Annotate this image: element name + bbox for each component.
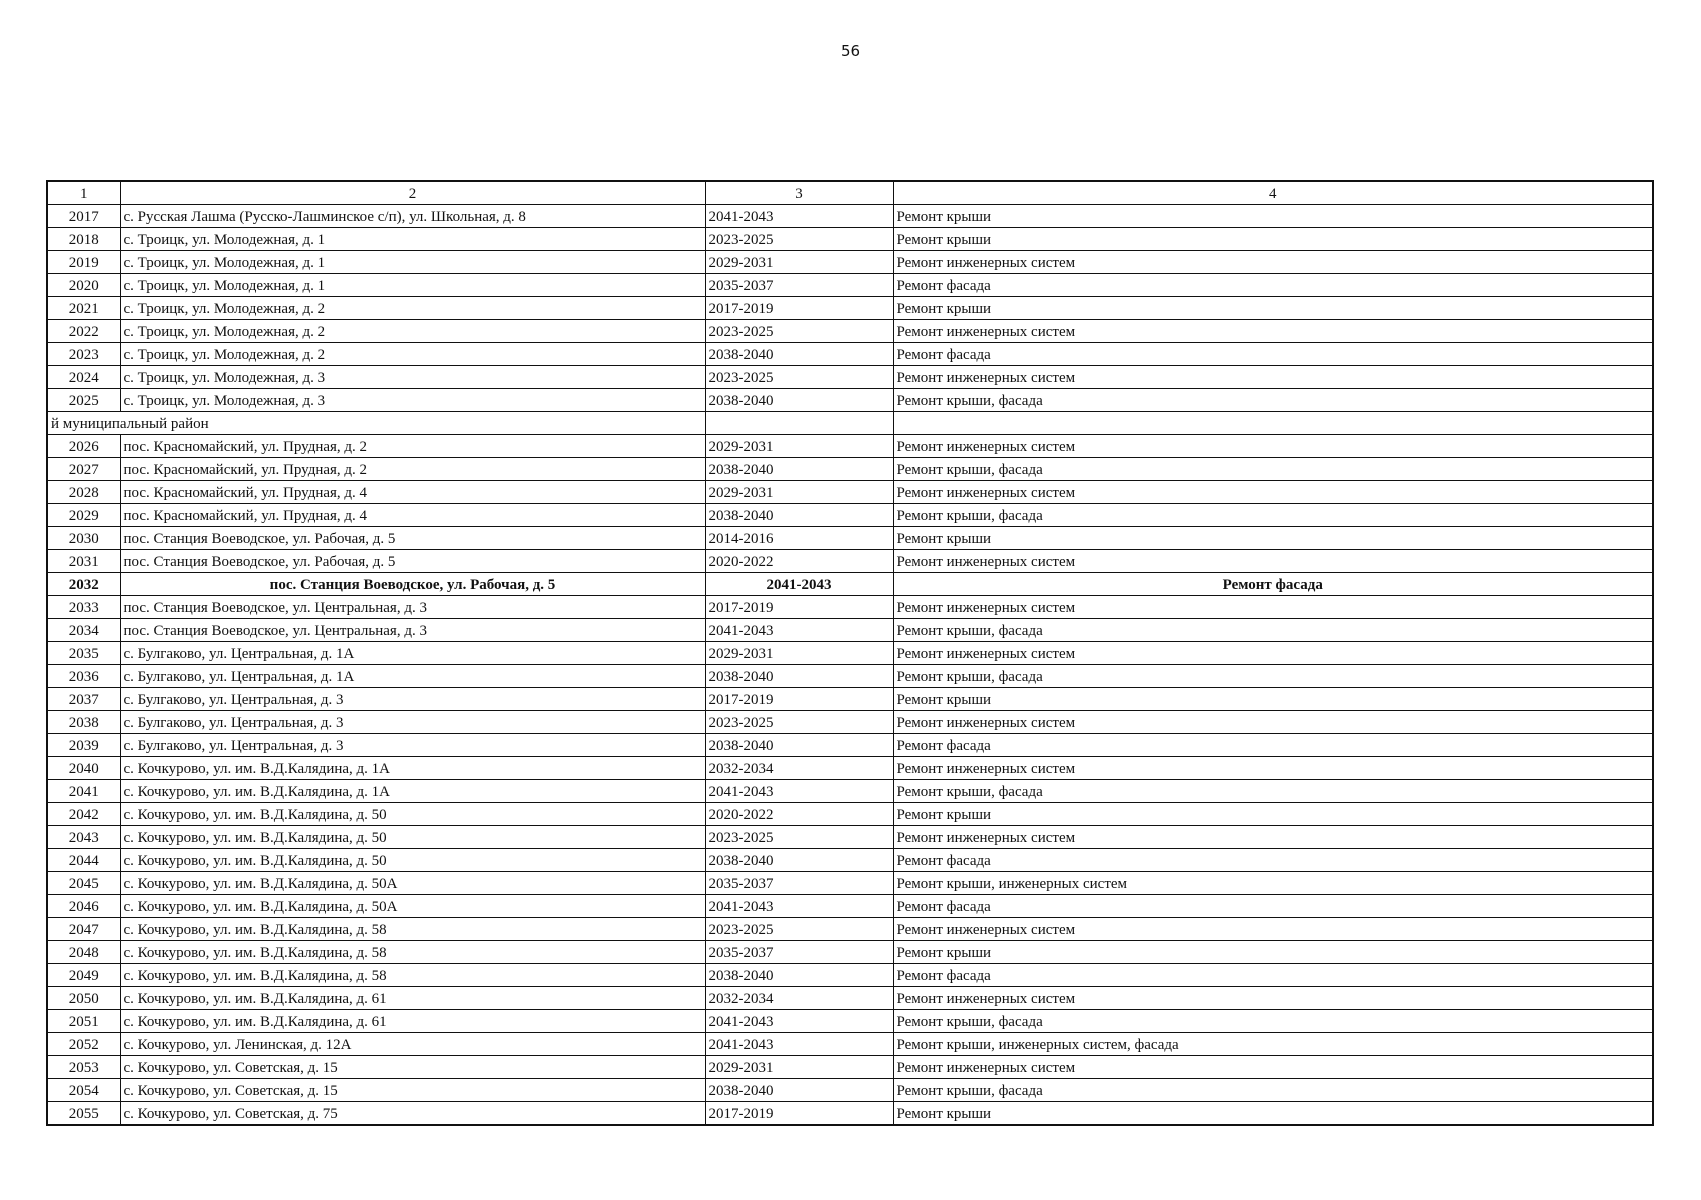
table-row <box>47 1010 1653 1033</box>
period-cell: 2017-2019 <box>705 688 893 711</box>
table-row <box>47 550 1653 573</box>
address-cell: с. Троицк, ул. Молодежная, д. 1 <box>120 228 705 251</box>
address-cell: пос. Красномайский, ул. Прудная, д. 2 <box>120 435 705 458</box>
address-cell: с. Кочкурово, ул. Советская, д. 15 <box>120 1056 705 1079</box>
table-row <box>47 389 1653 412</box>
address-cell: с. Троицк, ул. Молодежная, д. 1 <box>120 251 705 274</box>
table-row <box>47 481 1653 504</box>
period-cell: 2029-2031 <box>705 251 893 274</box>
work-type-cell: Ремонт фасада <box>893 895 1653 918</box>
period-cell: 2038-2040 <box>705 343 893 366</box>
address-cell: с. Кочкурово, ул. Ленинская, д. 12А <box>120 1033 705 1056</box>
row-number: 2036 <box>47 665 120 688</box>
period-cell: 2032-2034 <box>705 987 893 1010</box>
table-row <box>47 941 1653 964</box>
column-header-4: 4 <box>893 181 1653 205</box>
work-type-cell: Ремонт инженерных систем <box>893 481 1653 504</box>
table-row <box>47 780 1653 803</box>
row-number: 2022 <box>47 320 120 343</box>
address-cell: с. Кочкурово, ул. Советская, д. 75 <box>120 1102 705 1126</box>
period-cell: 2038-2040 <box>705 458 893 481</box>
table-row <box>47 297 1653 320</box>
row-number: 2037 <box>47 688 120 711</box>
table-row <box>47 872 1653 895</box>
address-cell: с. Кочкурово, ул. им. В.Д.Калядина, д. 61 <box>120 987 705 1010</box>
section-label: й муниципальный район <box>47 412 705 435</box>
period-cell: 2038-2040 <box>705 1079 893 1102</box>
table-row <box>47 849 1653 872</box>
row-number: 2053 <box>47 1056 120 1079</box>
work-type-cell: Ремонт крыши, инженерных систем <box>893 872 1653 895</box>
work-type-cell: Ремонт крыши <box>893 527 1653 550</box>
row-number: 2028 <box>47 481 120 504</box>
row-number: 2044 <box>47 849 120 872</box>
address-cell: с. Кочкурово, ул. им. В.Д.Калядина, д. 58 <box>120 918 705 941</box>
period-cell: 2014-2016 <box>705 527 893 550</box>
period-cell: 2017-2019 <box>705 297 893 320</box>
table-row <box>47 987 1653 1010</box>
period-cell: 2032-2034 <box>705 757 893 780</box>
address-cell: с. Кочкурово, ул. Советская, д. 15 <box>120 1079 705 1102</box>
address-cell: пос. Красномайский, ул. Прудная, д. 4 <box>120 504 705 527</box>
period-cell: 2029-2031 <box>705 1056 893 1079</box>
period-cell: 2038-2040 <box>705 504 893 527</box>
row-number: 2029 <box>47 504 120 527</box>
work-type-cell: Ремонт инженерных систем <box>893 918 1653 941</box>
row-number: 2027 <box>47 458 120 481</box>
work-type-cell: Ремонт крыши, фасада <box>893 504 1653 527</box>
work-type-cell: Ремонт крыши, фасада <box>893 780 1653 803</box>
work-type-cell: Ремонт крыши <box>893 297 1653 320</box>
period-cell: 2023-2025 <box>705 320 893 343</box>
period-cell: 2017-2019 <box>705 596 893 619</box>
row-number: 2033 <box>47 596 120 619</box>
table-row <box>47 1056 1653 1079</box>
period-cell: 2041-2043 <box>705 780 893 803</box>
row-number: 2055 <box>47 1102 120 1126</box>
row-number: 2050 <box>47 987 120 1010</box>
period-cell: 2029-2031 <box>705 481 893 504</box>
table-row <box>47 803 1653 826</box>
work-type-cell: Ремонт инженерных систем <box>893 757 1653 780</box>
address-cell: с. Троицк, ул. Молодежная, д. 3 <box>120 389 705 412</box>
row-number: 2023 <box>47 343 120 366</box>
work-type-cell: Ремонт фасада <box>893 964 1653 987</box>
capital-repair-table <box>46 180 1654 1126</box>
period-cell: 2038-2040 <box>705 734 893 757</box>
row-number: 2040 <box>47 757 120 780</box>
period-cell: 2038-2040 <box>705 389 893 412</box>
address-cell: с. Булгаково, ул. Центральная, д. 1А <box>120 642 705 665</box>
address-cell: с. Булгаково, ул. Центральная, д. 3 <box>120 734 705 757</box>
table-row <box>47 1079 1653 1102</box>
address-cell: с. Троицк, ул. Молодежная, д. 2 <box>120 297 705 320</box>
row-number: 2054 <box>47 1079 120 1102</box>
column-header-1: 1 <box>47 181 120 205</box>
table-row <box>47 1033 1653 1056</box>
row-number: 2025 <box>47 389 120 412</box>
row-number: 2026 <box>47 435 120 458</box>
period-cell: 2041-2043 <box>705 1010 893 1033</box>
address-cell: с. Кочкурово, ул. им. В.Д.Калядина, д. 50А <box>120 872 705 895</box>
period-cell: 2038-2040 <box>705 665 893 688</box>
period-cell: 2020-2022 <box>705 803 893 826</box>
address-cell: с. Троицк, ул. Молодежная, д. 3 <box>120 366 705 389</box>
period-cell: 2035-2037 <box>705 274 893 297</box>
address-cell: с. Троицк, ул. Молодежная, д. 1 <box>120 274 705 297</box>
table-row <box>47 596 1653 619</box>
table-row <box>47 251 1653 274</box>
table-row <box>47 320 1653 343</box>
row-number: 2034 <box>47 619 120 642</box>
work-type-cell: Ремонт инженерных систем <box>893 642 1653 665</box>
work-type-cell: Ремонт крыши, фасада <box>893 619 1653 642</box>
period-cell: 2017-2019 <box>705 1102 893 1126</box>
address-cell: пос. Красномайский, ул. Прудная, д. 4 <box>120 481 705 504</box>
work-type-cell: Ремонт крыши <box>893 205 1653 228</box>
address-cell: с. Кочкурово, ул. им. В.Д.Калядина, д. 58 <box>120 964 705 987</box>
address-cell: с. Булгаково, ул. Центральная, д. 3 <box>120 711 705 734</box>
period-cell: 2035-2037 <box>705 941 893 964</box>
period-cell: 2023-2025 <box>705 711 893 734</box>
address-cell: с. Кочкурово, ул. им. В.Д.Калядина, д. 61 <box>120 1010 705 1033</box>
column-number-row <box>47 181 1653 205</box>
period-cell: 2041-2043 <box>705 619 893 642</box>
work-type-cell: Ремонт крыши, инженерных систем, фасада <box>893 1033 1653 1056</box>
address-cell: с. Кочкурово, ул. им. В.Д.Калядина, д. 1А <box>120 780 705 803</box>
table-row <box>47 366 1653 389</box>
address-cell: с. Кочкурово, ул. им. В.Д.Калядина, д. 50А <box>120 895 705 918</box>
address-cell: с. Троицк, ул. Молодежная, д. 2 <box>120 320 705 343</box>
row-number: 2017 <box>47 205 120 228</box>
work-type-cell: Ремонт инженерных систем <box>893 987 1653 1010</box>
work-type-cell: Ремонт крыши <box>893 941 1653 964</box>
row-number: 2039 <box>47 734 120 757</box>
table-row <box>47 826 1653 849</box>
page-number: 56 <box>840 42 861 60</box>
period-cell: 2023-2025 <box>705 826 893 849</box>
period-cell: 2029-2031 <box>705 642 893 665</box>
table-row <box>47 274 1653 297</box>
address-cell: с. Кочкурово, ул. им. В.Д.Калядина, д. 50 <box>120 803 705 826</box>
period-cell: 2041-2043 <box>705 205 893 228</box>
table-row <box>47 343 1653 366</box>
address-cell: пос. Станция Воеводское, ул. Рабочая, д. 5 <box>120 573 705 596</box>
work-type-cell: Ремонт крыши, фасада <box>893 1079 1653 1102</box>
row-number: 2042 <box>47 803 120 826</box>
table-row <box>47 619 1653 642</box>
address-cell: пос. Красномайский, ул. Прудная, д. 2 <box>120 458 705 481</box>
row-number: 2046 <box>47 895 120 918</box>
table-row <box>47 504 1653 527</box>
row-number: 2047 <box>47 918 120 941</box>
table-row <box>47 665 1653 688</box>
period-cell: 2020-2022 <box>705 550 893 573</box>
address-cell: с. Кочкурово, ул. им. В.Д.Калядина, д. 58 <box>120 941 705 964</box>
row-number: 2024 <box>47 366 120 389</box>
work-type-cell: Ремонт инженерных систем <box>893 596 1653 619</box>
row-number: 2030 <box>47 527 120 550</box>
work-type-cell: Ремонт крыши <box>893 803 1653 826</box>
table-body <box>47 205 1653 1126</box>
row-number: 2031 <box>47 550 120 573</box>
address-cell: с. Кочкурово, ул. им. В.Д.Калядина, д. 1А <box>120 757 705 780</box>
work-type-cell: Ремонт крыши, фасада <box>893 665 1653 688</box>
row-number: 2019 <box>47 251 120 274</box>
work-type-cell: Ремонт крыши, фасада <box>893 389 1653 412</box>
table-row <box>47 205 1653 228</box>
column-header-2: 2 <box>120 181 705 205</box>
work-type-cell: Ремонт инженерных систем <box>893 826 1653 849</box>
row-number: 2018 <box>47 228 120 251</box>
table-row <box>47 757 1653 780</box>
work-type-cell: Ремонт инженерных систем <box>893 1056 1653 1079</box>
period-cell: 2023-2025 <box>705 228 893 251</box>
period-cell: 2023-2025 <box>705 918 893 941</box>
work-type-cell: Ремонт фасада <box>893 274 1653 297</box>
address-cell: с. Кочкурово, ул. им. В.Д.Калядина, д. 50 <box>120 826 705 849</box>
row-number: 2048 <box>47 941 120 964</box>
table-row <box>47 458 1653 481</box>
table-row <box>47 688 1653 711</box>
table-row <box>47 527 1653 550</box>
address-cell: с. Булгаково, ул. Центральная, д. 1А <box>120 665 705 688</box>
period-cell: 2041-2043 <box>705 1033 893 1056</box>
table-row <box>47 711 1653 734</box>
table-row <box>47 435 1653 458</box>
address-cell: с. Булгаково, ул. Центральная, д. 3 <box>120 688 705 711</box>
period-cell: 2023-2025 <box>705 366 893 389</box>
address-cell: пос. Станция Воеводское, ул. Рабочая, д. 5 <box>120 550 705 573</box>
address-cell: с. Кочкурово, ул. им. В.Д.Калядина, д. 50 <box>120 849 705 872</box>
row-number: 2051 <box>47 1010 120 1033</box>
work-type-cell: Ремонт инженерных систем <box>893 711 1653 734</box>
work-type-cell: Ремонт фасада <box>893 573 1653 596</box>
row-number: 2021 <box>47 297 120 320</box>
row-number: 2041 <box>47 780 120 803</box>
table-row <box>47 964 1653 987</box>
period-cell: 2038-2040 <box>705 849 893 872</box>
row-number: 2032 <box>47 573 120 596</box>
empty-cell <box>705 412 893 435</box>
row-number: 2038 <box>47 711 120 734</box>
work-type-cell: Ремонт крыши <box>893 1102 1653 1126</box>
column-header-3: 3 <box>705 181 893 205</box>
table-row <box>47 1102 1653 1126</box>
table-row <box>47 642 1653 665</box>
address-cell: с. Русская Лашма (Русско-Лашминское с/п), ул. Школьная, д. 8 <box>120 205 705 228</box>
work-type-cell: Ремонт инженерных систем <box>893 320 1653 343</box>
section-row <box>47 412 1653 435</box>
row-number: 2035 <box>47 642 120 665</box>
period-cell: 2029-2031 <box>705 435 893 458</box>
address-cell: пос. Станция Воеводское, ул. Центральная, д. 3 <box>120 596 705 619</box>
row-number: 2045 <box>47 872 120 895</box>
work-type-cell: Ремонт фасада <box>893 849 1653 872</box>
period-cell: 2035-2037 <box>705 872 893 895</box>
row-number: 2052 <box>47 1033 120 1056</box>
period-cell: 2041-2043 <box>705 895 893 918</box>
work-type-cell: Ремонт крыши, фасада <box>893 458 1653 481</box>
address-cell: пос. Станция Воеводское, ул. Центральная, д. 3 <box>120 619 705 642</box>
address-cell: пос. Станция Воеводское, ул. Рабочая, д. 5 <box>120 527 705 550</box>
table-row <box>47 895 1653 918</box>
table-row <box>47 228 1653 251</box>
work-type-cell: Ремонт фасада <box>893 343 1653 366</box>
work-type-cell: Ремонт фасада <box>893 734 1653 757</box>
work-type-cell: Ремонт инженерных систем <box>893 251 1653 274</box>
row-number: 2049 <box>47 964 120 987</box>
work-type-cell: Ремонт инженерных систем <box>893 366 1653 389</box>
work-type-cell: Ремонт крыши <box>893 228 1653 251</box>
row-number: 2043 <box>47 826 120 849</box>
work-type-cell: Ремонт крыши, фасада <box>893 1010 1653 1033</box>
work-type-cell: Ремонт инженерных систем <box>893 435 1653 458</box>
period-cell: 2041-2043 <box>705 573 893 596</box>
empty-cell <box>893 412 1653 435</box>
table-row <box>47 734 1653 757</box>
row-number: 2020 <box>47 274 120 297</box>
period-cell: 2038-2040 <box>705 964 893 987</box>
work-type-cell: Ремонт крыши <box>893 688 1653 711</box>
work-type-cell: Ремонт инженерных систем <box>893 550 1653 573</box>
address-cell: с. Троицк, ул. Молодежная, д. 2 <box>120 343 705 366</box>
table-row <box>47 918 1653 941</box>
table-row <box>47 573 1653 596</box>
